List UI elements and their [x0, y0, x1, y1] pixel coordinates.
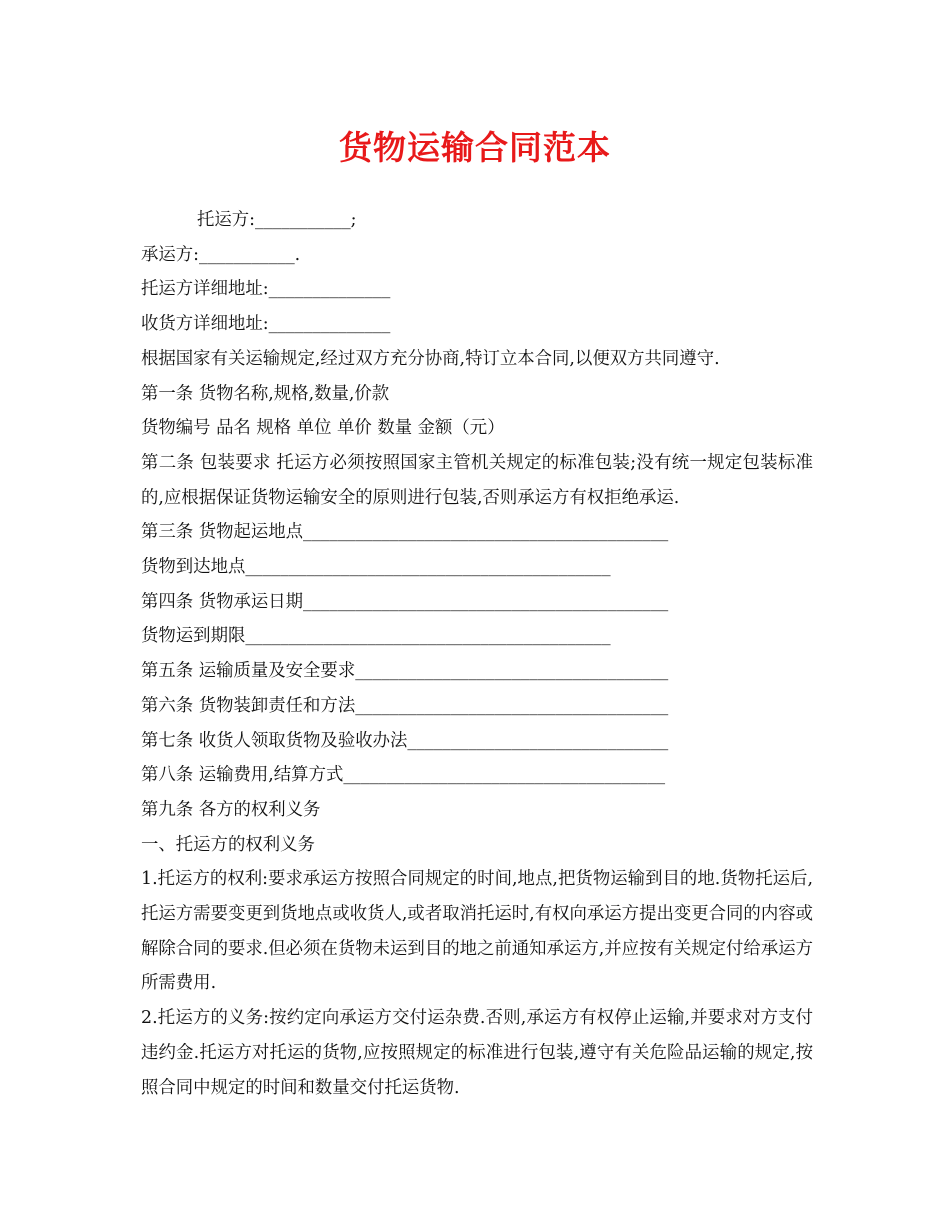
article-5-line: 第五条 运输质量及安全要求____________________________________	[141, 661, 669, 682]
article-6-line: 第六条 货物装卸责任和方法____________________________________	[141, 695, 669, 716]
article-2-paragraph: 第二条 包装要求 托运方必须按照国家主管机关规定的标准包装;没有统一规定包装标准的,应根据保证货物运输安全的原则进行包装,否则承运方有权拒绝承运.	[141, 452, 813, 508]
item-1-paragraph: 1.托运方的权利:要求承运方按照合同规定的时间,地点,把货物运输到目的地.货物托运后,托运方需要变更到货地点或收货人,或者取消托运时,有权向承运方提出变更合同的内容或解除合同的要求.但必须在货物未运到目的地之前通知承运方,并应按有关规定付给承运方所需费用.	[141, 869, 813, 994]
article-1-heading: 第一条 货物名称,规格,数量,价款	[141, 383, 390, 404]
article-4-date-line: 第四条 货物承运日期__________________________________________	[141, 591, 669, 612]
shipper-address-line: 托运方详细地址:______________	[141, 279, 391, 300]
article-1-columns: 货物编号 品名 规格 单位 单价 数量 金额（元）	[141, 418, 505, 439]
preamble-paragraph: 根据国家有关运输规定,经过双方充分协商,特订立本合同,以便双方共同遵守.	[141, 348, 720, 369]
article-3-origin-line: 第三条 货物起运地点__________________________________________	[141, 522, 669, 543]
document-title: 货物运输合同范本	[339, 128, 611, 167]
article-3-destination-line: 货物到达地点__________________________________________	[141, 557, 611, 578]
article-7-line: 第七条 收货人领取货物及验收办法______________________________	[141, 730, 669, 751]
shipper-line: 托运方:___________;	[197, 210, 357, 230]
article-8-line: 第八条 运输费用,结算方式_____________________________________	[141, 765, 666, 786]
article-4-deadline-line: 货物运到期限__________________________________________	[141, 626, 611, 647]
item-2-paragraph: 2.托运方的义务:按约定向承运方交付运杂费.否则,承运方有权停止运输,并要求对方支付违约金.托运方对托运的货物,应按照规定的标准进行包装,遵守有关危险品运输的规定,按照合同中规定的时间和数量交付托运货物.	[141, 1008, 813, 1098]
consignee-address-line: 收货方详细地址:______________	[141, 314, 391, 335]
carrier-line: 承运方:___________.	[141, 244, 301, 265]
document-body	[141, 203, 813, 1105]
article-9-heading: 第九条 各方的权利义务	[141, 799, 321, 820]
section-1-heading: 一、托运方的权利义务	[141, 834, 315, 855]
